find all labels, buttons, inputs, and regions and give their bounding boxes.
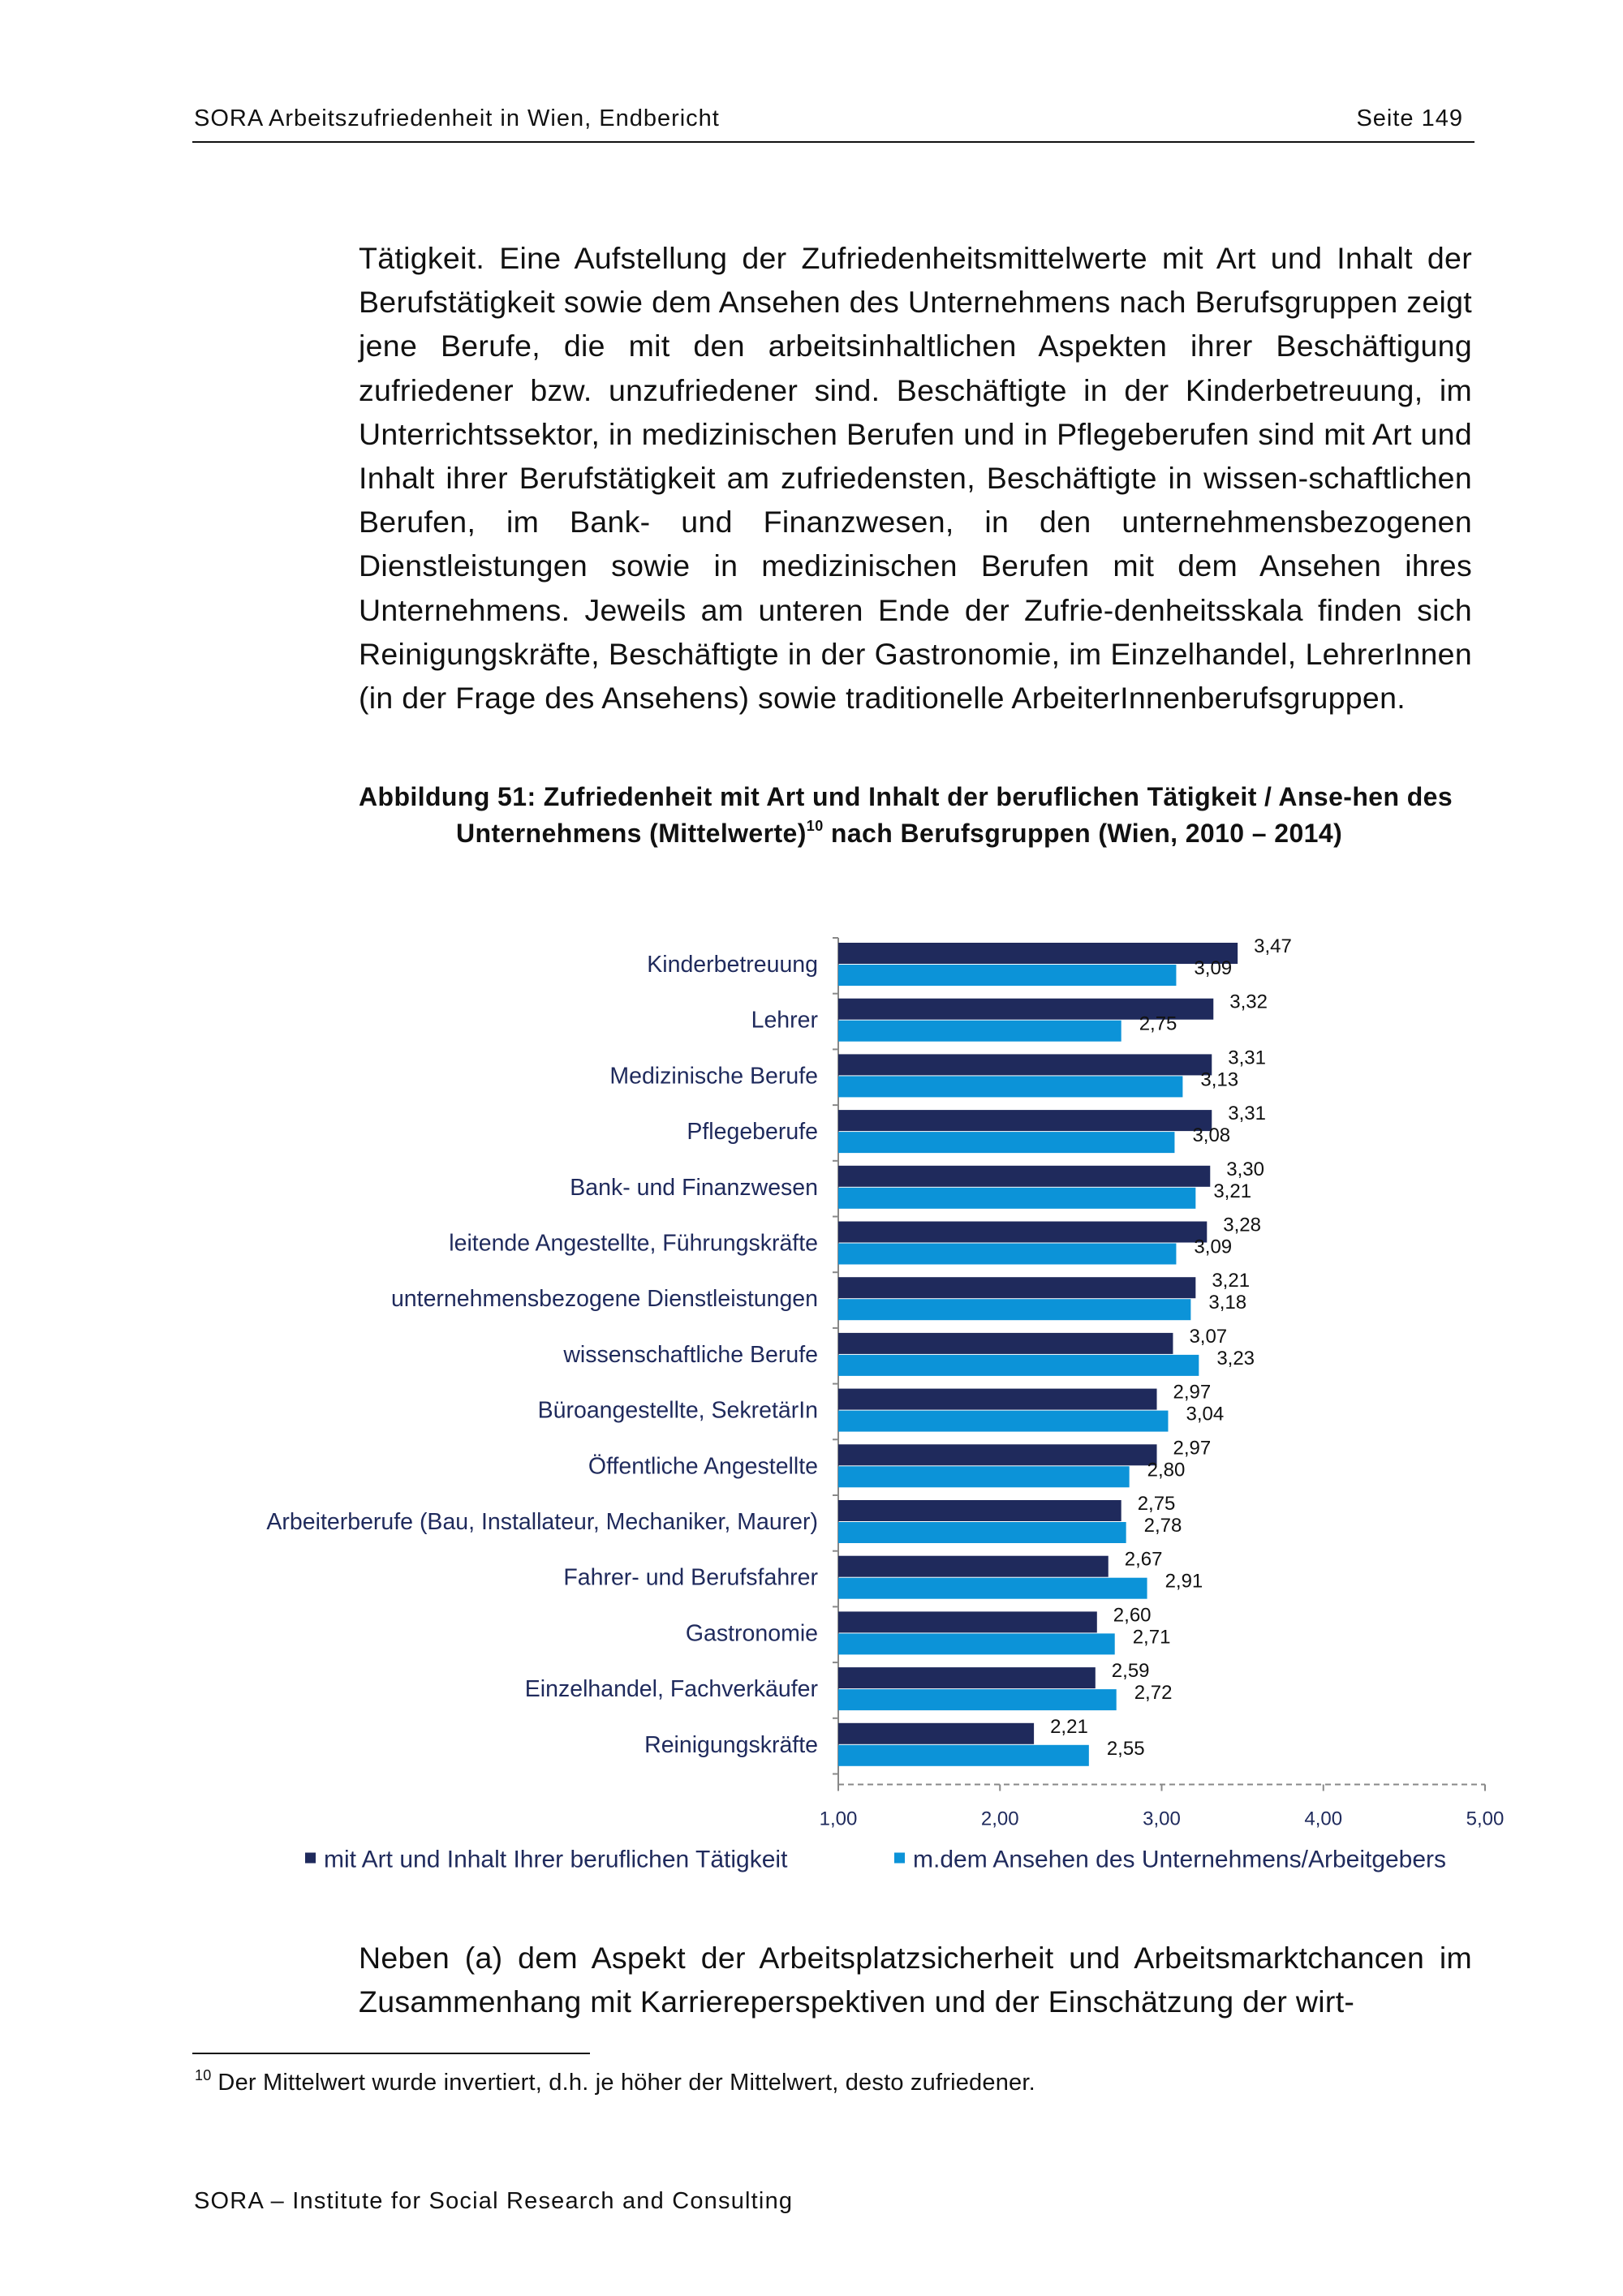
data-label: 2,60 [1113, 1604, 1152, 1627]
bar-art-inhalt [838, 1277, 1195, 1298]
x-tick-label: 2,00 [980, 1808, 1019, 1830]
caption-text-end: nach Berufsgruppen (Wien, 2010 – 2014) [823, 819, 1343, 848]
bar-ansehen [838, 1188, 1195, 1209]
page-header [192, 104, 1474, 143]
body-paragraph-2: Neben (a) dem Aspekt der Arbeitsplatzsicherheit und Arbeitsmarktchancen im Zusammenhang mit Karriereperspektiven und der Einschätzung der wirt- [359, 1941, 1472, 2019]
data-label: 3,13 [1200, 1068, 1239, 1091]
bar-art-inhalt [838, 1054, 1212, 1075]
data-label: 3,09 [1194, 957, 1233, 979]
bar-ansehen [838, 965, 1176, 986]
bar-art-inhalt [838, 1723, 1034, 1744]
category-label: Pflegeberufe [687, 1119, 818, 1146]
data-label: 2,97 [1173, 1381, 1212, 1404]
legend-swatch [894, 1853, 905, 1864]
data-label: 2,75 [1137, 1493, 1176, 1515]
bar-ansehen [838, 1633, 1115, 1654]
bar-ansehen [838, 1132, 1174, 1153]
bar-art-inhalt [838, 1611, 1097, 1632]
bar-ansehen [838, 1411, 1168, 1432]
footnote-divider [192, 2053, 590, 2054]
body-paragraph-1: Tätigkeit. Eine Aufstellung der Zufriedenheitsmittelwerte mit Art und Inhalt der Berufstätigkeit sowie dem Ansehen des Unternehmens nach Berufsgruppen zeigt jene Berufe, die mit den arbeitsinhaltlichen Aspekten ihrer Beschäftigung zufriedener bzw. unzufriedener sind. Beschäftigte in der Kinderbetreuung, im Unterrichtssektor, in medizinischen Berufen und in Pflegeberufen sind mit Art und Inhalt ihrer Berufstätigkeit am zufriedensten, Beschäftigte in wissen-schaftlichen Berufen, im Bank- und Finanzwesen, in den unternehmensbezogenen Dienstleistungen sowie in medizinischen Berufen mit dem Ansehen ihres Unternehmens. Jeweils am unteren Ende der Zufrie-denheitsskala finden sich Reinigungskräfte, Beschäftigte in der Gastronomie, im Einzelhandel, LehrerInnen (in der Frage des Ansehens) sowie traditionelle ArbeiterInnenberufsgruppen. [359, 241, 1472, 716]
category-label: Fahrer- und Berufsfahrer [563, 1564, 818, 1591]
bar-art-inhalt [838, 1222, 1207, 1243]
bar-ansehen [838, 1076, 1182, 1097]
data-label: 2,97 [1173, 1437, 1212, 1460]
x-tick-label: 3,00 [1143, 1808, 1181, 1830]
page-footer: SORA – Institute for Social Research and Consulting [194, 2188, 794, 2214]
data-label: 2,59 [1111, 1660, 1150, 1683]
bar-art-inhalt [838, 1556, 1109, 1577]
bar-ansehen [838, 1355, 1199, 1376]
category-label: Bank- und Finanzwesen [570, 1174, 818, 1201]
category-label: Reinigungskräfte [644, 1731, 818, 1758]
caption-footnote-ref: 10 [806, 818, 824, 834]
category-label: Arbeiterberufe (Bau, Installateur, Mechaniker, Maurer) [266, 1509, 818, 1535]
data-label: 2,55 [1106, 1737, 1145, 1760]
page-number: Seite 149 [1356, 105, 1463, 131]
bar-art-inhalt [838, 1110, 1212, 1131]
bar-ansehen [838, 1578, 1147, 1599]
data-label: 3,04 [1186, 1403, 1225, 1425]
data-label: 3,32 [1229, 991, 1268, 1013]
category-label: unternehmensbezogene Dienstleistungen [390, 1286, 818, 1313]
category-label: Kinderbetreuung [647, 952, 818, 978]
category-label: Medizinische Berufe [609, 1063, 818, 1090]
data-label: 3,28 [1223, 1214, 1262, 1236]
data-label: 3,21 [1212, 1270, 1251, 1292]
x-tick-label: 4,00 [1304, 1808, 1343, 1830]
footnote-number: 10 [195, 2067, 212, 2083]
data-label: 3,47 [1254, 935, 1292, 957]
legend-swatch [305, 1853, 316, 1864]
category-label: Lehrer [751, 1007, 818, 1034]
category-label: Büroangestellte, SekretärIn [537, 1397, 818, 1424]
data-label: 2,67 [1124, 1548, 1163, 1571]
data-label: 3,31 [1228, 1103, 1266, 1125]
bar-art-inhalt [838, 1333, 1173, 1354]
bar-chart [195, 925, 1542, 1882]
data-label: 3,31 [1228, 1047, 1266, 1069]
data-label: 3,21 [1213, 1180, 1252, 1202]
data-label: 3,23 [1216, 1347, 1255, 1369]
category-label: Gastronomie [685, 1620, 818, 1647]
category-label: Öffentliche Angestellte [588, 1453, 818, 1480]
category-label: wissenschaftliche Berufe [563, 1341, 818, 1368]
data-label: 3,07 [1189, 1325, 1228, 1348]
bar-art-inhalt [838, 1166, 1210, 1187]
legend-label: mit Art und Inhalt Ihrer beruflichen Tätigkeit [324, 1846, 788, 1873]
bar-ansehen [838, 1466, 1130, 1487]
figure-caption [359, 779, 1560, 852]
data-label: 3,18 [1208, 1292, 1247, 1314]
data-label: 2,21 [1050, 1715, 1088, 1738]
x-tick-label: 5,00 [1466, 1808, 1505, 1830]
bar-ansehen [838, 1244, 1176, 1265]
bar-art-inhalt [838, 1667, 1096, 1688]
x-tick-label: 1,00 [819, 1808, 858, 1830]
data-label: 3,08 [1192, 1124, 1231, 1147]
bar-art-inhalt [838, 1500, 1121, 1521]
data-label: 3,30 [1226, 1158, 1264, 1180]
legend-label: m.dem Ansehen des Unternehmens/Arbeitgebers [913, 1846, 1447, 1873]
header-title: SORA Arbeitszufriedenheit in Wien, Endbericht [194, 105, 720, 131]
bar-art-inhalt [838, 1389, 1157, 1410]
bar-ansehen [838, 1299, 1190, 1320]
bar-ansehen [838, 1745, 1089, 1766]
data-label: 2,91 [1165, 1570, 1203, 1593]
data-label: 2,72 [1134, 1682, 1173, 1705]
caption-text: Abbildung 51: Zufriedenheit mit Art und Inhalt der beruflichen Tätigkeit / Anse-hen des Unternehmens (Mittelwerte) [359, 782, 1453, 848]
bar-art-inhalt [838, 1444, 1157, 1465]
footnote-text: Der Mittelwert wurde invertiert, d.h. je höher der Mittelwert, desto zufriedener. [217, 2070, 1035, 2096]
data-label: 2,80 [1147, 1459, 1186, 1481]
data-label: 2,71 [1132, 1626, 1171, 1649]
bar-art-inhalt [838, 943, 1238, 964]
bar-ansehen [838, 1021, 1121, 1042]
data-label: 2,78 [1143, 1515, 1182, 1537]
category-label: Einzelhandel, Fachverkäufer [524, 1676, 818, 1703]
bar-ansehen [838, 1522, 1126, 1543]
data-label: 2,75 [1139, 1013, 1177, 1035]
data-label: 3,09 [1194, 1236, 1233, 1258]
footnote [195, 2067, 1035, 2096]
bar-ansehen [838, 1689, 1117, 1710]
category-label: leitende Angestellte, Führungskräfte [449, 1230, 818, 1257]
